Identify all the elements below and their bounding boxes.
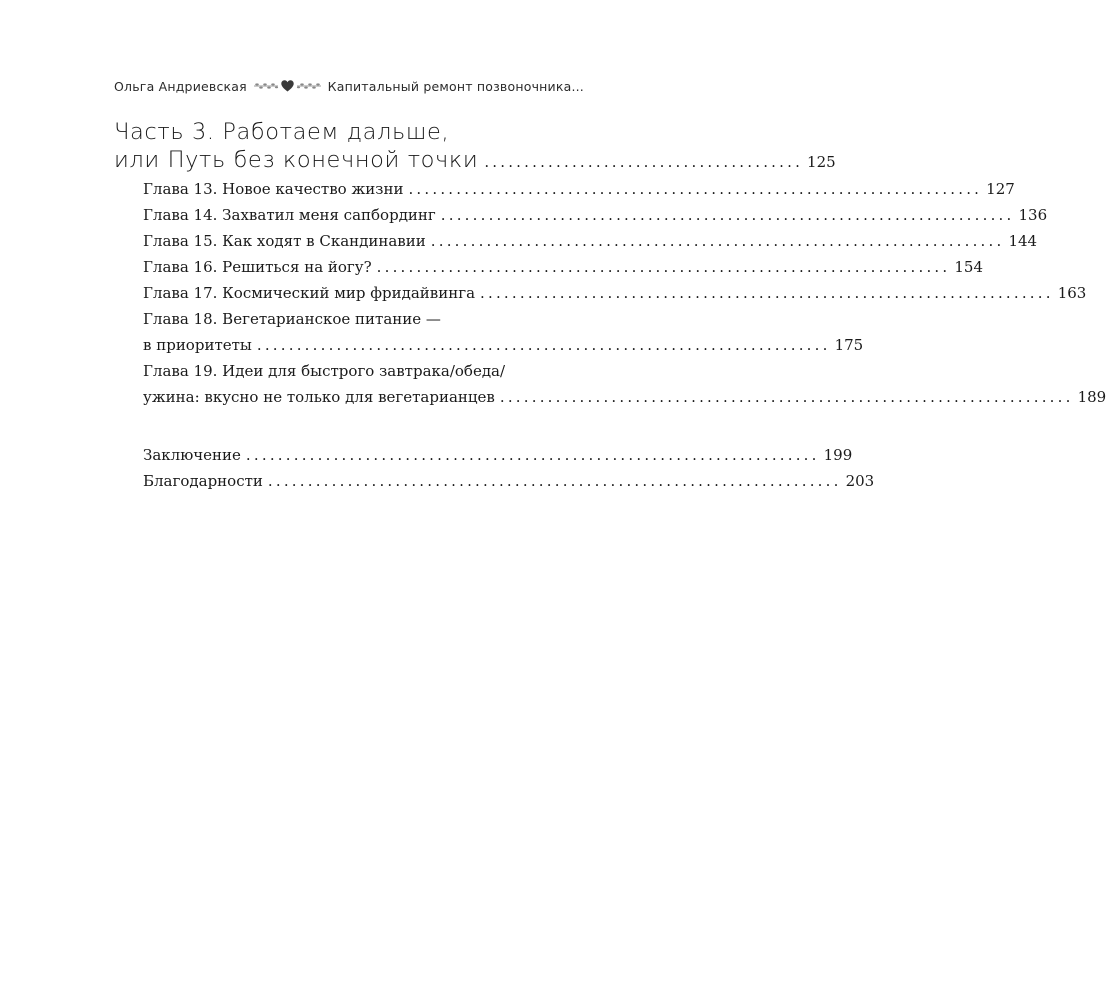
toc-entry-acknowledgements xyxy=(143,468,875,494)
right-branch-icon xyxy=(296,81,322,91)
dot-leader: ........................................................................ xyxy=(480,284,1054,302)
toc-entry-title: Заключение xyxy=(143,446,241,464)
toc-entry-chapter-19-line1 xyxy=(143,358,580,384)
toc-entry-chapter-19-line2 xyxy=(143,384,1106,410)
toc-entry-chapter-14 xyxy=(143,202,1048,228)
toc-entry-page: 144 xyxy=(1008,232,1038,250)
dot-leader: ........................................................................ xyxy=(430,232,1005,250)
toc-entry-title: Глава 13. Новое качество жизни xyxy=(143,180,404,198)
part-page-number: 125 xyxy=(807,153,836,171)
running-header xyxy=(114,74,584,98)
dot-leader: ........................................................................ xyxy=(376,258,951,276)
toc-entry-title: Глава 19. Идеи для быстрого завтрака/обеда/ xyxy=(143,362,506,380)
toc-entry-page: 154 xyxy=(954,258,983,276)
part-title-line2-row xyxy=(114,146,836,174)
toc-entry-title: Благодарности xyxy=(143,472,263,490)
toc-entry-title-continued: в приоритеты xyxy=(143,336,252,354)
section-gap xyxy=(143,410,580,442)
toc-entry-page: 175 xyxy=(834,336,864,354)
toc-entry-page: 163 xyxy=(1057,284,1087,302)
toc-entry-title: Глава 18. Вегетарианское питание — xyxy=(143,310,441,328)
toc-entry-chapter-18-line1 xyxy=(143,306,580,332)
toc-entry-title: Глава 17. Космический мир фридайвинга xyxy=(143,284,476,302)
dot-leader: ........................................................................ xyxy=(267,472,842,490)
left-branch-icon xyxy=(253,81,279,91)
part-title-line1: Часть 3. Работаем дальше, xyxy=(114,119,450,145)
dot-leader: ........................................................................ xyxy=(245,446,820,464)
toc-entry-page: 203 xyxy=(845,472,875,490)
toc-entry-chapter-18-line2 xyxy=(143,332,864,358)
toc-entry-page: 189 xyxy=(1077,388,1106,406)
toc-entry-title-continued: ужина: вкусно не только для вегетарианцев xyxy=(143,388,495,406)
toc-entry-page: 127 xyxy=(986,180,1015,198)
heart-with-branches-icon xyxy=(253,80,322,92)
header-book-title: Капитальный ремонт позвоночника... xyxy=(327,78,584,94)
dot-leader: ........................................ xyxy=(484,153,804,171)
toc-entry-page: 199 xyxy=(823,446,853,464)
dot-leader: ........................................................................ xyxy=(408,180,983,198)
heart-icon xyxy=(281,80,294,92)
toc-entry-title: Глава 15. Как ходят в Скандинавии xyxy=(143,232,426,250)
dot-leader: ........................................................................ xyxy=(499,388,1074,406)
table-of-contents xyxy=(143,176,1106,494)
toc-entry-conclusion xyxy=(143,442,853,468)
toc-entry-chapter-17 xyxy=(143,280,1087,306)
part-title-line2: или Путь без конечной точки xyxy=(114,147,479,173)
toc-entry-title: Глава 16. Решиться на йогу? xyxy=(143,258,372,276)
toc-entry-page: 136 xyxy=(1018,206,1048,224)
dot-leader: ........................................................................ xyxy=(256,336,831,354)
header-author: Ольга Андриевская xyxy=(114,78,247,94)
dot-leader: ........................................................................ xyxy=(440,206,1015,224)
toc-entry-chapter-13 xyxy=(143,176,1015,202)
toc-entry-title: Глава 14. Захватил меня сапбординг xyxy=(143,206,436,224)
toc-entry-chapter-15 xyxy=(143,228,1038,254)
part-heading xyxy=(114,118,836,174)
toc-entry-chapter-16 xyxy=(143,254,983,280)
